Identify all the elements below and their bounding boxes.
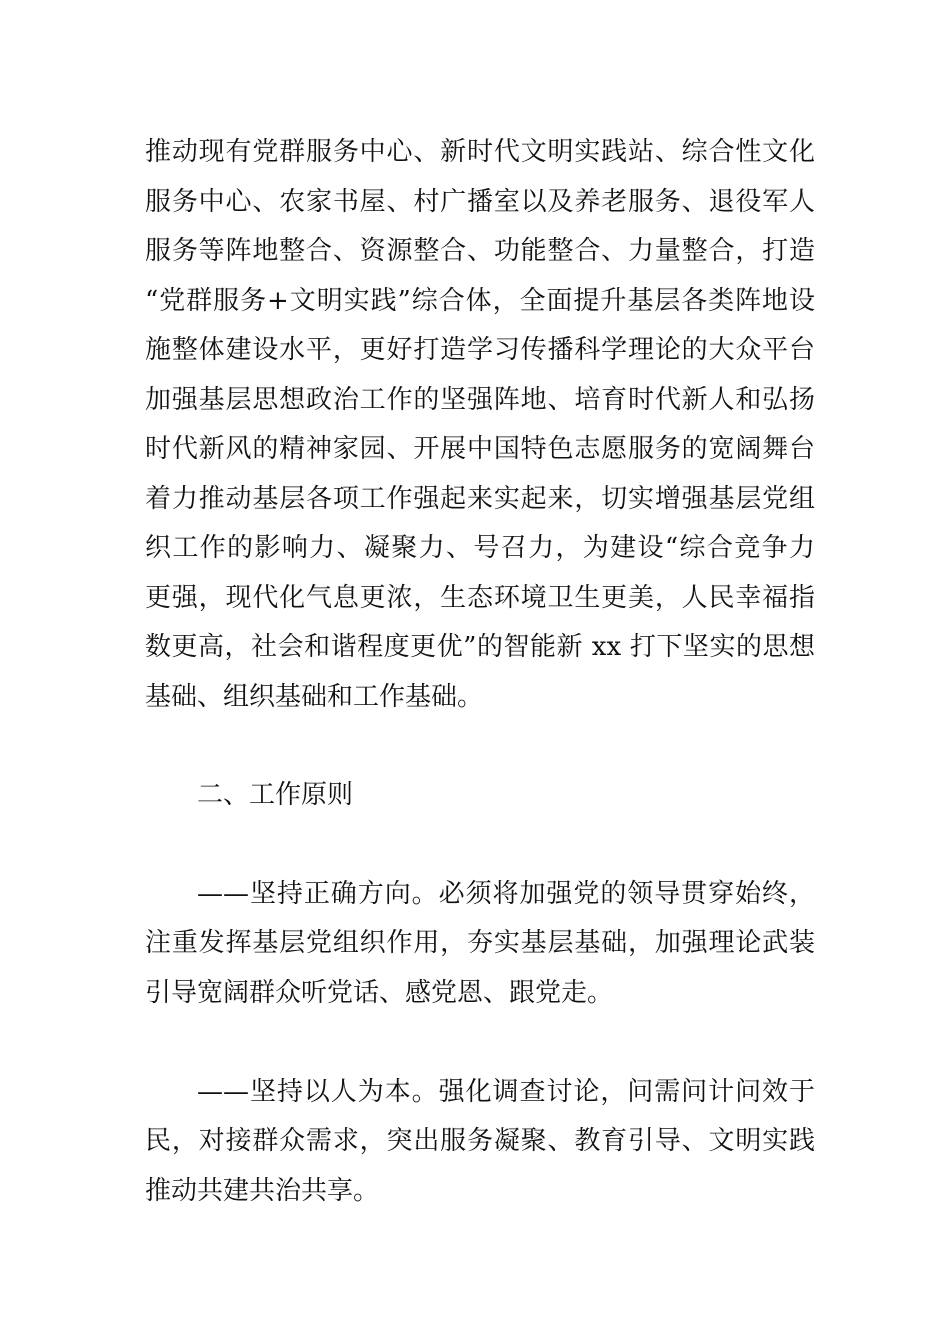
text-line: 推动共建共治共享。 [145,1176,380,1206]
text-line: 更强，现代化气息更浓，生态环境卫生更美，人民幸福指 [145,583,815,613]
text-line: 时代新风的精神家园、开展中国特色志愿服务的宽阔舞台 [145,434,815,464]
text-line: 基础、组织基础和工作基础。 [145,682,484,712]
text-line: 数更高，社会和谐程度更优”的智能新 xx 打下坚实的思想 [145,632,815,662]
text-line: 施整体建设水平，更好打造学习传播科学理论的大众平台 [145,335,815,365]
text-line: 民，对接群众需求，突出服务凝聚、教育引导、文明实践 [145,1126,815,1156]
text-line: 着力推动基层各项工作强起来实起来，切实增强基层党组 [145,484,815,514]
text-line: ——坚持以人为本。强化调查讨论，问需问计问效于 [197,1077,815,1107]
text-line: 注重发挥基层党组织作用，夯实基层基础，加强理论武装 [145,928,815,958]
text-line: 服务中心、农家书屋、村广播室以及养老服务、退役军人 [145,187,815,217]
text-line: ——坚持正确方向。必须将加强党的领导贯穿始终， [197,879,815,909]
text-line: 织工作的影响力、凝聚力、号召力，为建设“综合竞争力 [145,533,815,563]
text-line: 加强基层思想政治工作的坚强阵地、培育时代新人和弘扬 [145,385,815,415]
text-line: 服务等阵地整合、资源整合、功能整合、力量整合，打造 [145,236,815,266]
section-heading: 二、工作原则 [197,780,354,810]
text-line: 推动现有党群服务中心、新时代文明实践站、综合性文化 [145,137,815,167]
text-line: “党群服务+文明实践”综合体，全面提升基层各类阵地设 [145,286,815,316]
text-line: 引导宽阔群众听党话、感党恩、跟党走。 [145,978,614,1008]
